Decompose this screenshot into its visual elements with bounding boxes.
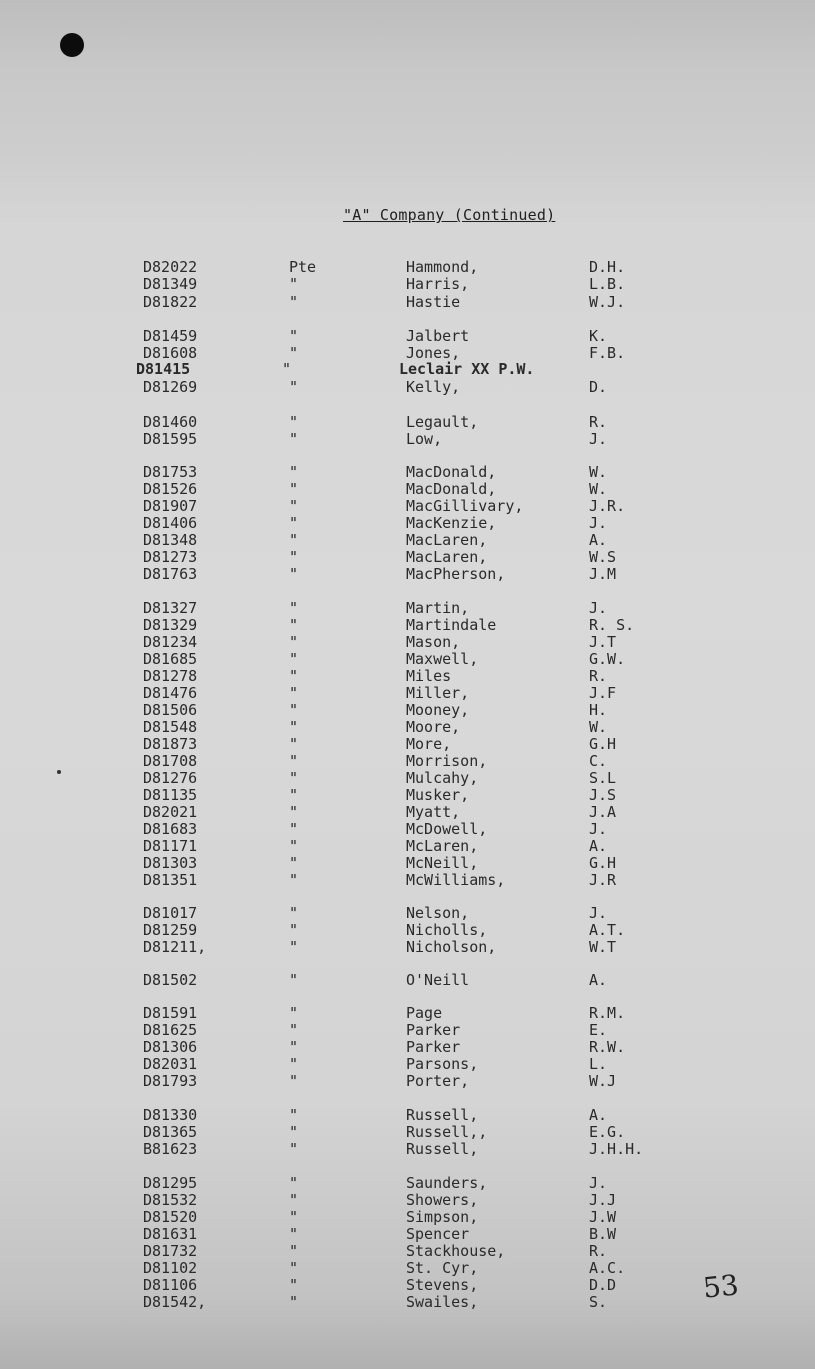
initials: J.T: [589, 633, 617, 651]
rank: ": [289, 1259, 299, 1277]
service-number: D82021: [143, 803, 198, 821]
service-number: D81349: [143, 275, 198, 293]
surname: Stackhouse,: [406, 1242, 506, 1260]
rank: ": [289, 413, 299, 431]
service-number: D81259: [143, 921, 198, 939]
initials: D.H.: [589, 258, 626, 276]
surname: Legault,: [406, 413, 479, 431]
service-number: D81106: [143, 1276, 198, 1294]
initials: D.D: [589, 1276, 617, 1294]
initials: K.: [589, 327, 608, 345]
rank: ": [289, 752, 299, 770]
service-number: D81526: [143, 480, 198, 498]
surname: Martindale: [406, 616, 497, 634]
service-number: D81608: [143, 344, 198, 362]
page-title: "A" Company (Continued): [343, 206, 556, 224]
service-number: D81631: [143, 1225, 198, 1243]
initials: L.B.: [589, 275, 626, 293]
initials: H.: [589, 701, 608, 719]
surname: McDowell,: [406, 820, 488, 838]
service-number: D81520: [143, 1208, 198, 1226]
initials: J.: [589, 599, 608, 617]
surname: Swailes,: [406, 1293, 479, 1311]
rank: ": [289, 1174, 299, 1192]
initials: A.T.: [589, 921, 626, 939]
surname: Spencer: [406, 1225, 470, 1243]
service-number: D81330: [143, 1106, 198, 1124]
surname: Leclair XX P.W.: [399, 360, 535, 378]
service-number: B81623: [143, 1140, 198, 1158]
surname: Parsons,: [406, 1055, 479, 1073]
surname: Parker: [406, 1038, 461, 1056]
surname: Nelson,: [406, 904, 470, 922]
service-number: D81351: [143, 871, 198, 889]
rank: ": [289, 430, 299, 448]
service-number: D81793: [143, 1072, 198, 1090]
surname: Maxwell,: [406, 650, 479, 668]
service-number: D81459: [143, 327, 198, 345]
service-number: D81753: [143, 463, 198, 481]
rank: ": [289, 1106, 299, 1124]
surname: Moore,: [406, 718, 461, 736]
rank: ": [289, 1021, 299, 1039]
surname: Stevens,: [406, 1276, 479, 1294]
rank: ": [289, 718, 299, 736]
service-number: D81506: [143, 701, 198, 719]
rank: ": [289, 1191, 299, 1209]
service-number: D81365: [143, 1123, 198, 1141]
service-number: D81548: [143, 718, 198, 736]
surname: Musker,: [406, 786, 470, 804]
surname: Low,: [406, 430, 443, 448]
initials: E.: [589, 1021, 608, 1039]
initials: J.A: [589, 803, 617, 821]
rank: ": [289, 971, 299, 989]
service-number: D81273: [143, 548, 198, 566]
initials: J.H.H.: [589, 1140, 644, 1158]
initials: W.J.: [589, 293, 626, 311]
initials: R.M.: [589, 1004, 626, 1022]
surname: Russell,,: [406, 1123, 488, 1141]
surname: McNeill,: [406, 854, 479, 872]
surname: Morrison,: [406, 752, 488, 770]
surname: Hastie: [406, 293, 461, 311]
service-number: D81303: [143, 854, 198, 872]
surname: Myatt,: [406, 803, 461, 821]
service-number: D81502: [143, 971, 198, 989]
surname: Saunders,: [406, 1174, 488, 1192]
service-number: D81907: [143, 497, 198, 515]
rank: ": [289, 938, 299, 956]
surname: MacGillivary,: [406, 497, 524, 515]
rank: ": [289, 667, 299, 685]
rank: ": [289, 1123, 299, 1141]
initials: J.R.: [589, 497, 626, 515]
rank: ": [289, 293, 299, 311]
initials: G.H: [589, 854, 617, 872]
rank: ": [289, 684, 299, 702]
service-number: D81460: [143, 413, 198, 431]
service-number: D81685: [143, 650, 198, 668]
surname: Porter,: [406, 1072, 470, 1090]
rank: ": [289, 1225, 299, 1243]
rank: ": [289, 1276, 299, 1294]
rank: ": [289, 803, 299, 821]
service-number: D81017: [143, 904, 198, 922]
initials: A.: [589, 531, 608, 549]
rank: ": [289, 275, 299, 293]
surname: Page: [406, 1004, 443, 1022]
service-number: D82022: [143, 258, 198, 276]
initials: R.W.: [589, 1038, 626, 1056]
rank: ": [289, 854, 299, 872]
surname: McWilliams,: [406, 871, 506, 889]
rank: ": [289, 837, 299, 855]
surname: MacPherson,: [406, 565, 506, 583]
surname: MacLaren,: [406, 531, 488, 549]
service-number: D81822: [143, 293, 198, 311]
service-number: D81269: [143, 378, 198, 396]
service-number: D81329: [143, 616, 198, 634]
surname: Martin,: [406, 599, 470, 617]
service-number: D81135: [143, 786, 198, 804]
service-number: D81732: [143, 1242, 198, 1260]
surname: MacLaren,: [406, 548, 488, 566]
rank: ": [289, 1055, 299, 1073]
ink-speck: [57, 770, 61, 774]
rank: ": [289, 497, 299, 515]
rank: ": [289, 701, 299, 719]
surname: Nicholls,: [406, 921, 488, 939]
initials: R. S.: [589, 616, 635, 634]
service-number: D81211,: [143, 938, 207, 956]
punch-hole: [60, 33, 84, 57]
surname: Harris,: [406, 275, 470, 293]
service-number: D81532: [143, 1191, 198, 1209]
service-number: D81708: [143, 752, 198, 770]
rank: ": [289, 1140, 299, 1158]
surname: Hammond,: [406, 258, 479, 276]
initials: A.: [589, 837, 608, 855]
rank: Pte: [289, 258, 317, 276]
initials: W.J: [589, 1072, 617, 1090]
initials: G.H: [589, 735, 617, 753]
rank: ": [289, 1072, 299, 1090]
initials: J.F: [589, 684, 617, 702]
initials: F.B.: [589, 344, 626, 362]
rank: ": [289, 531, 299, 549]
service-number: D81625: [143, 1021, 198, 1039]
initials: B.W: [589, 1225, 617, 1243]
initials: W.T: [589, 938, 617, 956]
surname: Miller,: [406, 684, 470, 702]
service-number: D81476: [143, 684, 198, 702]
service-number: D81415: [136, 360, 191, 378]
surname: Miles: [406, 667, 452, 685]
service-number: D81295: [143, 1174, 198, 1192]
rank: ": [289, 650, 299, 668]
initials: J.: [589, 430, 608, 448]
rank: ": [289, 769, 299, 787]
rank: ": [289, 786, 299, 804]
service-number: D81683: [143, 820, 198, 838]
surname: O'Neill: [406, 971, 470, 989]
surname: Russell,: [406, 1106, 479, 1124]
page-number: 53: [701, 1268, 741, 1305]
surname: Jalbert: [406, 327, 470, 345]
initials: S.: [589, 1293, 608, 1311]
initials: J.: [589, 514, 608, 532]
initials: C.: [589, 752, 608, 770]
surname: Showers,: [406, 1191, 479, 1209]
rank: ": [289, 904, 299, 922]
rank: ": [289, 1004, 299, 1022]
initials: W.: [589, 480, 608, 498]
surname: MacKenzie,: [406, 514, 497, 532]
initials: J.S: [589, 786, 617, 804]
service-number: D82031: [143, 1055, 198, 1073]
surname: Simpson,: [406, 1208, 479, 1226]
service-number: D81406: [143, 514, 198, 532]
initials: A.: [589, 1106, 608, 1124]
initials: R.: [589, 1242, 608, 1260]
initials: J.M: [589, 565, 617, 583]
service-number: D81591: [143, 1004, 198, 1022]
rank: ": [289, 599, 299, 617]
initials: W.: [589, 718, 608, 736]
surname: MacDonald,: [406, 480, 497, 498]
rank: ": [289, 327, 299, 345]
surname: St. Cyr,: [406, 1259, 479, 1277]
rank: ": [289, 480, 299, 498]
initials: J.: [589, 820, 608, 838]
surname: McLaren,: [406, 837, 479, 855]
initials: R.: [589, 667, 608, 685]
surname: Mulcahy,: [406, 769, 479, 787]
initials: E.G.: [589, 1123, 626, 1141]
rank: ": [289, 548, 299, 566]
rank: ": [289, 378, 299, 396]
service-number: D81595: [143, 430, 198, 448]
service-number: D81171: [143, 837, 198, 855]
rank: ": [289, 1242, 299, 1260]
initials: W.S: [589, 548, 617, 566]
initials: J.: [589, 904, 608, 922]
rank: ": [289, 565, 299, 583]
surname: Mason,: [406, 633, 461, 651]
surname: Jones,: [406, 344, 461, 362]
service-number: D81234: [143, 633, 198, 651]
rank: ": [289, 463, 299, 481]
rank: ": [289, 820, 299, 838]
rank: ": [289, 1293, 299, 1311]
initials: D.: [589, 378, 608, 396]
rank: ": [289, 1038, 299, 1056]
surname: MacDonald,: [406, 463, 497, 481]
initials: G.W.: [589, 650, 626, 668]
service-number: D81276: [143, 769, 198, 787]
rank: ": [289, 871, 299, 889]
initials: J.R: [589, 871, 617, 889]
initials: L.: [589, 1055, 608, 1073]
service-number: D81542,: [143, 1293, 207, 1311]
rank: ": [289, 616, 299, 634]
surname: Parker: [406, 1021, 461, 1039]
service-number: D81102: [143, 1259, 198, 1277]
initials: J.J: [589, 1191, 617, 1209]
surname: Mooney,: [406, 701, 470, 719]
surname: More,: [406, 735, 452, 753]
rank: ": [289, 633, 299, 651]
initials: J.: [589, 1174, 608, 1192]
service-number: D81873: [143, 735, 198, 753]
rank: ": [289, 735, 299, 753]
initials: A.: [589, 971, 608, 989]
service-number: D81278: [143, 667, 198, 685]
rank: ": [289, 514, 299, 532]
rank: ": [282, 360, 292, 378]
rank: ": [289, 344, 299, 362]
rank: ": [289, 921, 299, 939]
service-number: D81327: [143, 599, 198, 617]
rank: ": [289, 1208, 299, 1226]
surname: Nicholson,: [406, 938, 497, 956]
initials: S.L: [589, 769, 617, 787]
initials: J.W: [589, 1208, 617, 1226]
initials: A.C.: [589, 1259, 626, 1277]
surname: Kelly,: [406, 378, 461, 396]
service-number: D81348: [143, 531, 198, 549]
initials: R.: [589, 413, 608, 431]
service-number: D81763: [143, 565, 198, 583]
initials: W.: [589, 463, 608, 481]
service-number: D81306: [143, 1038, 198, 1056]
surname: Russell,: [406, 1140, 479, 1158]
